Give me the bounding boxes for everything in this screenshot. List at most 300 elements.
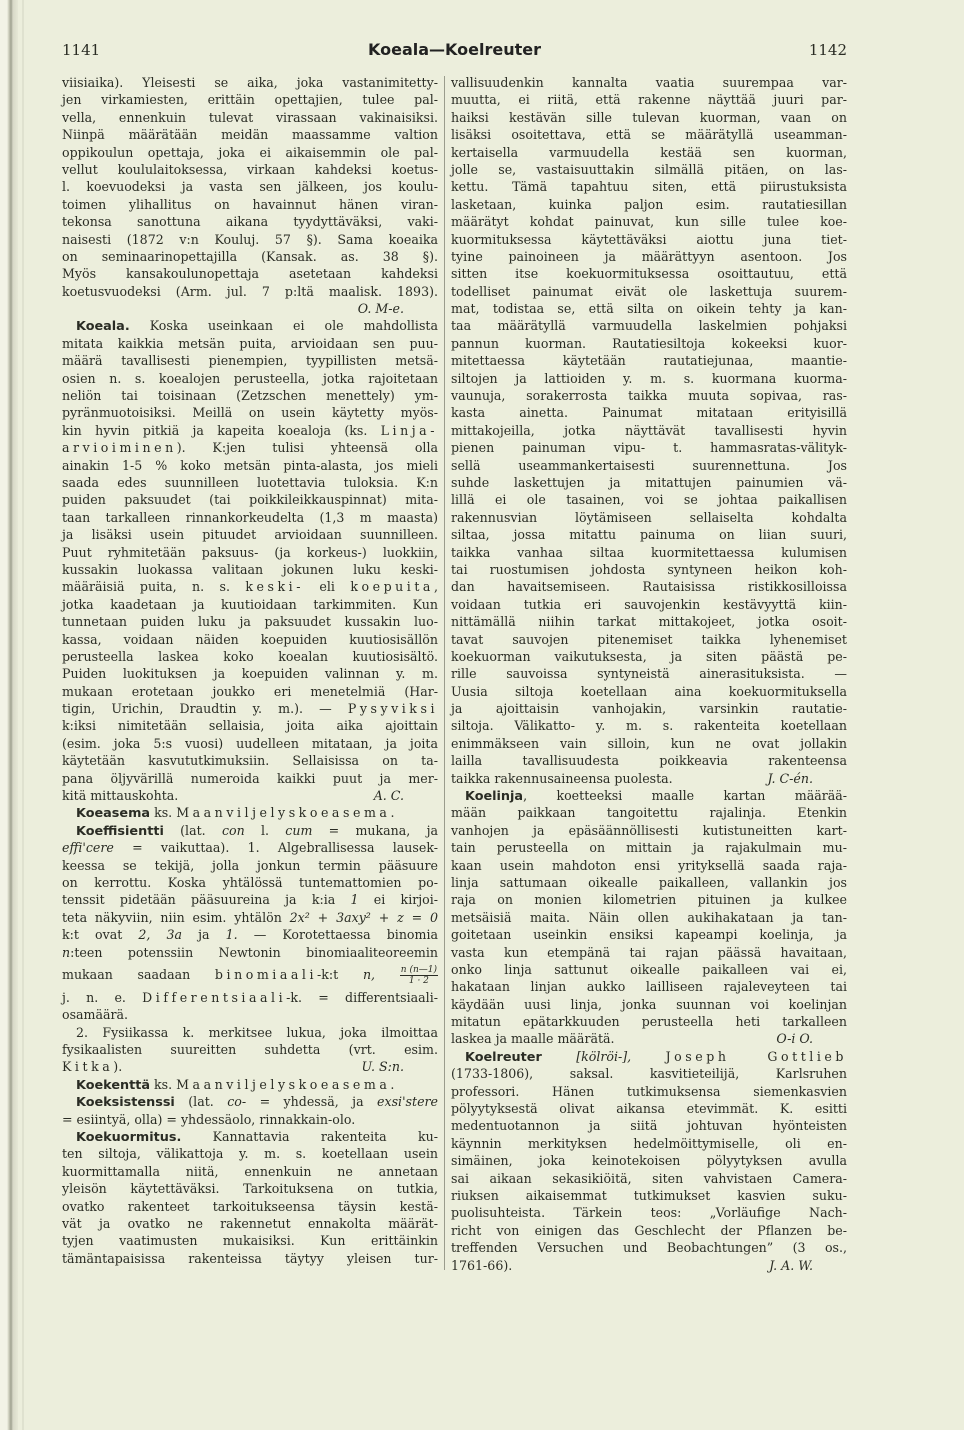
italic-text: cum [285, 822, 313, 838]
text-run: osien n. s. koealojen perusteella, jotka rajoitetaan [62, 370, 438, 386]
text-run: jotka kaadetaan ja kuutioidaan tarkimmiten. Kun [62, 596, 438, 612]
italic-text: n [62, 944, 71, 960]
text-run: teta näkyviin, niin esim. yhtälön [62, 909, 290, 925]
text-line [451, 961, 847, 978]
text-line [451, 683, 847, 700]
spaced-emphasis: Differentsiaali [142, 989, 287, 1005]
text-run: (lat. [163, 822, 222, 838]
text-run: onko linja sattunut oikealle paikalleen vai ei, [451, 961, 847, 977]
text-line [451, 909, 847, 926]
text-line [451, 404, 847, 421]
text-run: linja sattumaan oikealle paikalleen, vallankin jos [451, 874, 847, 890]
text-run: siltoja. Välikatto- y. m. s. rakenteita koetellaan [451, 718, 847, 734]
text-line [451, 352, 847, 369]
text-line [62, 989, 438, 1006]
text-run: vaunuja, sorakerrosta taikka muuta sopivaa, ras- [451, 388, 847, 404]
italic-text: 2, 3a [138, 927, 182, 943]
text-run: vellut koululaitoksessa, virkaan kahdeksi koetus- [62, 161, 438, 177]
spaced-emphasis: Joseph Gottlieb [665, 1048, 847, 1064]
text-run: kuormituksessa käytettäväksi aiottu juna tiet- [451, 231, 847, 247]
text-run: kin hyvin pitkiä ja kapeita koealoja (ks. [62, 422, 381, 438]
text-line [62, 700, 438, 717]
text-line [62, 231, 438, 248]
text-run: Myös kansakoulunopettaja asetetaan kahdeksi [62, 266, 438, 282]
text-run: treffenden Versuchen und Beobachtungen” (3 os., [451, 1240, 847, 1256]
text-line [62, 909, 438, 926]
text-run: Niinpä määrätään meidän maassamme valtion [62, 127, 438, 143]
text-line [451, 1222, 847, 1239]
italic-text: effi'cere [62, 840, 114, 856]
text-run: raja on monien kilometrien pituinen ja kulkee [451, 892, 847, 908]
italic-text: 2x² + 3axy² + z = 0 [289, 909, 438, 925]
text-run [631, 1049, 665, 1064]
text-run: sai aikaan sekasikiöitä, siten vahvistaen Camera- [451, 1170, 847, 1186]
text-line [62, 1163, 438, 1180]
text-run: mitatun epätarkkuuden perusteella heti tarkalleen [451, 1014, 847, 1030]
text-line [62, 109, 438, 126]
text-line [451, 283, 847, 300]
text-line [451, 700, 847, 717]
author-signature: A. C. [373, 788, 404, 804]
text-run: — Korotettaessa binomia [237, 927, 438, 943]
text-run: 1761-66). [451, 1257, 513, 1273]
text-run: voidaan tutkia eri sauvojenkin kestävyyttä kiin- [451, 596, 847, 612]
text-run: vasta kun etempänä tai rajan päässä havaitaan, [451, 944, 847, 960]
text-line [62, 613, 438, 630]
text-run: haiksi kestävän sille tulevan kuorman, vaan on [451, 109, 847, 125]
text-run: taikka rakennusaineensa puolesta. [451, 770, 673, 786]
text-run: simäinen, joka keinotekoisen pölyytyksen avulla [451, 1153, 847, 1169]
spaced-emphasis: keski- [245, 579, 305, 595]
text-line [62, 683, 438, 700]
text-run: hakataan linjan aukko lailliseen rajaleveyteen tai [451, 979, 847, 995]
text-run: naisesti (1872 v:n Kouluj. 57 §). Sama koeaika [62, 231, 438, 247]
text-run: sellä useammankertaisesti suurennettuna. Jos [451, 457, 847, 473]
text-line [62, 561, 438, 578]
text-run: (1733-1806), saksal. kasvitieteilijä, Karlsruhen [451, 1066, 847, 1082]
text-run: taa määrätyllä varmuudella laskelmien pohjaksi [451, 318, 847, 334]
text-run: jen virkamiesten, erittäin opettajien, tulee pal- [62, 92, 438, 108]
text-line [451, 735, 847, 752]
entry-headword: Koelinja [465, 789, 524, 805]
continued-paragraph [62, 74, 438, 317]
text-run: kitä mittauskohta. [62, 788, 179, 804]
text-run: tenssit pidetään pääsuureina ja k:ia [62, 892, 351, 908]
text-run: oppikoulun opettaja, joka ei aikaisemmin ole pal- [62, 144, 438, 160]
text-line [62, 544, 438, 561]
text-line [62, 822, 438, 839]
text-run: osamäärä. [62, 1007, 129, 1023]
text-line [451, 213, 847, 230]
text-run: ten siltoja, välikattoja y. m. s. koetellaan usein [62, 1146, 438, 1162]
text-line [451, 578, 847, 595]
text-line [451, 787, 847, 804]
text-line [62, 752, 438, 769]
text-line [62, 926, 438, 943]
text-run: ovatko rakenteet tarkoitukseensa täysin kestä- [62, 1198, 438, 1214]
text-line [451, 1100, 847, 1117]
author-signature: U. S:n. [361, 1059, 404, 1075]
text-run: käynnin merkityksen hedelmöittymiselle, oli en- [451, 1135, 847, 1151]
text-run: kaan usein mahdoton ensi yrityksellä saada raja- [451, 857, 847, 873]
text-run: yleisön käytettäväksi. Tarkoituksena on tutkia, [62, 1181, 438, 1197]
text-run: käydään uusi linja, jonka suunnan voi koelinjan [451, 996, 847, 1012]
italic-text: 1 [350, 892, 359, 908]
text-line [451, 387, 847, 404]
fraction-denominator: 1 · 2 [408, 975, 429, 986]
text-line [62, 804, 438, 821]
text-run: siltaa, jossa mitattu painuma on liian suuri, [451, 527, 847, 543]
text-run: määrätyt kohdat painuvat, kun sille tulee koe- [451, 214, 847, 230]
text-run: eli [304, 579, 351, 595]
running-header-title: Koeala—Koelreuter [367, 40, 541, 59]
italic-text: exsi'stere [377, 1094, 438, 1110]
text-line [451, 648, 847, 665]
text-run: -k:t [317, 966, 363, 982]
entry-headword: Koekuormitus. [76, 1130, 182, 1146]
spaced-emphasis: Pysyviksi [347, 701, 438, 717]
text-run: vella, ennenkuin tulevat virassaan vakinaisiksi. [62, 109, 438, 125]
text-run: ainakin 1-5 % koko metsän pinta-alasta, jos mieli [62, 457, 438, 473]
author-signature: O-i O. [776, 1031, 813, 1047]
text-run: tekonsa sanottuna aikana tyydyttäväksi, vaki- [62, 214, 438, 230]
text-line [451, 978, 847, 995]
text-line [451, 1013, 847, 1030]
text-run: laskea ja maalle määrätä. [451, 1031, 615, 1047]
italic-text: [kölröi-], [576, 1048, 632, 1064]
text-line [62, 961, 438, 989]
text-line [451, 526, 847, 543]
text-run: suhde laskettujen ja mitattujen painumien vä- [451, 474, 847, 490]
text-line [62, 283, 438, 300]
text-line [451, 1135, 847, 1152]
text-run: , [433, 579, 438, 595]
text-run: kuormittamalla niitä, ennenkuin ne annetaan [62, 1163, 438, 1179]
text-run: , koetteeksi maalle kartan määrää- [523, 788, 847, 804]
text-line [62, 248, 438, 265]
text-run: ja ajoittaisin vanhojakin, varsinkin rautatie- [451, 701, 847, 717]
text-line [451, 544, 847, 561]
text-run: -k. = differentsiaali- [286, 989, 438, 1005]
text-run: Uusia siltoja koetellaan aina koekuormituksella [451, 683, 847, 699]
text-run: toimen ylihallitus on havainnut hänen viran- [62, 196, 438, 212]
text-line [451, 422, 847, 439]
text-line [451, 926, 847, 943]
text-line [451, 1117, 847, 1134]
text-line [62, 891, 438, 908]
text-run: nittämällä niihin tarkat mittakojeet, jotka osoit- [451, 614, 847, 630]
text-line [451, 822, 847, 839]
author-signature: J. A. W. [769, 1257, 813, 1273]
text-line [451, 300, 847, 317]
text-run: on seminaarinopettajilla (Kansak. as. 38 §). [62, 248, 438, 264]
text-line [62, 422, 438, 439]
text-run: fysikaalisten suureitten suhdetta (vrt. esim. [62, 1042, 438, 1058]
italic-text: 1. [225, 927, 238, 943]
text-line [62, 839, 438, 856]
text-run: (lat. [174, 1094, 228, 1110]
text-line [62, 1024, 438, 1041]
text-line [451, 161, 847, 178]
text-line [451, 631, 847, 648]
text-column-right [451, 74, 847, 1274]
text-line [451, 857, 847, 874]
text-run: lillä ei ole tasainen, voi se johtaa paikallisen [451, 492, 847, 508]
text-run: vanhojen ja epäsäännöllisesti kutistuneitten kart- [451, 822, 847, 838]
text-line [451, 1170, 847, 1187]
text-run: pyränmuotoisiksi. Meillä on usein käytetty myös- [62, 405, 438, 421]
text-run: mat, todistaa se, että silta on oikein tehty ja kan- [451, 301, 847, 317]
text-run: koekuorman vaikutuksesta, ja siten päästä pe- [451, 648, 847, 664]
text-line [451, 265, 847, 282]
spaced-emphasis: arvioiminen [62, 440, 177, 456]
text-line [451, 457, 847, 474]
text-run: j. n. e. [62, 989, 143, 1005]
text-line [62, 509, 438, 526]
spaced-emphasis: Maanviljelyskoeasema. [176, 1076, 398, 1092]
text-run: mukaan erotetaan joukko eri menetelmiä (Har- [62, 683, 438, 699]
text-run: Koska useinkaan ei ole mahdollista [129, 318, 438, 334]
text-run: taan tarkalleen rinnankorkeudelta (1,3 m maasta) [62, 509, 438, 525]
text-line [62, 1041, 438, 1058]
text-run: vät ja ovatko ne rakennetut ennakolta määrät- [62, 1216, 438, 1231]
text-line [451, 891, 847, 908]
text-run: mään paikkaan tangoitettu rajalinja. Etenkin [451, 805, 847, 821]
text-run: :teen potenssiin Newtonin binomiaaliteoreemin [70, 944, 438, 960]
text-line [62, 352, 438, 369]
text-line [451, 770, 847, 787]
text-line [451, 509, 847, 526]
text-run: = mukana, ja [312, 822, 438, 838]
text-run: kassa, voidaan näiden koepuiden kuutiosisällön [62, 631, 438, 647]
text-line [451, 474, 847, 491]
text-line [62, 857, 438, 874]
text-run: lasketaan, kuinka paljon esim. rautatiesillan [451, 196, 847, 212]
text-run: tämäntapaisissa rakenteissa täytyy yleisen tur- [62, 1250, 438, 1266]
text-run: todelliset painumat eivät ole laskettuja suurem- [451, 283, 847, 299]
text-run: rakennusvian löytämiseen sellaiselta kohdalta [451, 509, 847, 525]
text-line [62, 404, 438, 421]
text-line [62, 213, 438, 230]
text-line [451, 491, 847, 508]
text-line [451, 874, 847, 891]
text-run: ja [182, 927, 226, 943]
entry-paragraph [451, 787, 847, 1048]
text-line [62, 91, 438, 108]
text-line [62, 474, 438, 491]
text-line [62, 944, 438, 961]
text-line [451, 126, 847, 143]
italic-text: co- [227, 1094, 247, 1110]
text-line [451, 317, 847, 334]
entry-headword: Koeala. [76, 319, 130, 335]
text-line [62, 578, 438, 595]
italic-text: con [221, 822, 245, 838]
entry-paragraph [62, 1093, 438, 1128]
text-line [451, 717, 847, 734]
text-run: ). K:jen tulisi yhteensä olla [176, 440, 438, 456]
column-divider [444, 76, 445, 1270]
text-run: jolle se, vastaisuuttakin silmällä pitäen, on las- [451, 161, 847, 177]
text-run: tain perusteella on mittain ja rajakulmain mu- [451, 840, 847, 856]
text-run: viisiaika). Yleisesti se aika, joka vastanimitetty- [62, 75, 438, 90]
text-line [62, 370, 438, 387]
text-line [451, 144, 847, 161]
text-run: neliön tai toisinaan (Zetzschen menettely) ym- [62, 388, 438, 404]
text-run: pana öljyvärillä numeroida kaikki puut ja mer- [62, 770, 438, 786]
text-line [62, 1198, 438, 1215]
text-run: kettu. Tämä tapahtuu siten, että piirustuksista [451, 179, 847, 195]
text-line [62, 596, 438, 613]
text-line [62, 126, 438, 143]
text-run: l. koevuodeksi ja vasta sen jälkeen, jos koulu- [62, 179, 438, 195]
entry-headword: Koekenttä [76, 1077, 150, 1093]
text-line [451, 231, 847, 248]
text-line [62, 1250, 438, 1267]
entry-headword: Koeffisientti [76, 823, 164, 839]
text-line [62, 1145, 438, 1162]
text-line [451, 839, 847, 856]
text-line [62, 74, 438, 91]
text-line [62, 178, 438, 195]
text-line [62, 1111, 438, 1128]
spaced-emphasis: Kitka [62, 1059, 114, 1075]
text-line [451, 370, 847, 387]
text-run: kasta ainetta. Painumat mitataan erityisillä [451, 405, 847, 421]
entry-paragraph [451, 1048, 847, 1274]
text-line [451, 109, 847, 126]
text-run: mukaan saadaan [62, 966, 215, 982]
text-line [62, 317, 438, 334]
text-line [451, 1065, 847, 1082]
text-run: tigin, Urichin, Draudtin y. m.). — [62, 701, 348, 717]
text-line [62, 1215, 438, 1232]
text-run: tyjen vaatimusten mukaisiksi. Kun erittäinkin [62, 1233, 438, 1249]
entry-paragraph [62, 822, 438, 1024]
text-line [62, 665, 438, 682]
text-run: mitettaessa käytetään rautatiejunaa, maantie- [451, 353, 847, 369]
text-line [62, 300, 438, 317]
book-binding-edge [0, 0, 18, 1430]
text-line [62, 631, 438, 648]
text-run: Kannattavia rakenteita ku- [181, 1129, 438, 1145]
text-run: ks. [150, 805, 177, 821]
text-line [62, 1180, 438, 1197]
page-number-left: 1141 [62, 41, 101, 59]
text-run: (esim. joka 5:s vuosi) uudelleen mitataan, ja joita [62, 735, 438, 751]
spaced-emphasis: Maanviljelyskoeasema. [176, 805, 398, 821]
text-line [62, 717, 438, 734]
text-run: Puut ryhmitetään paksuus- (ja korkeus-) luokkiin, [62, 544, 438, 560]
text-run: puolisuhteista. Tärkein teos: „Vorläufige Nach- [451, 1205, 847, 1221]
text-line [62, 526, 438, 543]
entry-headword: Koeasema [76, 806, 151, 822]
text-line [451, 1030, 847, 1047]
text-line [451, 1048, 847, 1065]
text-run: muutta, ei riitä, että rakenne näyttää juuri par- [451, 92, 847, 108]
text-run: pannun kuorman. Rautatiesiltoja kokeeksi kuor- [451, 335, 847, 351]
text-run: enimmäkseen vain silloin, kun ne ovat jollakin [451, 735, 847, 751]
text-run: riuksen aikaisemmat tutkimukset kasvien suku- [451, 1188, 847, 1203]
text-run: rille sauvoissa syntyneistä ainerasituksista. — [451, 666, 847, 682]
text-line [451, 596, 847, 613]
text-line [62, 161, 438, 178]
text-line [62, 1232, 438, 1249]
text-line [62, 491, 438, 508]
spaced-emphasis: koepuita [350, 579, 434, 595]
text-run: pölyytyksestä olivat aikansa etevimmät. K. esitti [451, 1101, 847, 1117]
text-run: taikka vanhaa siltaa kuormitettaessa kulumisen [451, 544, 847, 560]
text-line [62, 1093, 438, 1110]
text-run: l. [244, 822, 286, 838]
text-run: richt von einigen das Geschlecht der Pflanzen be- [451, 1222, 847, 1238]
text-run: dan havaitsemiseen. Rautaisissa ristikkosilloissa [451, 579, 847, 595]
text-run: tai ruostumisen johdosta syntyneen heikon koh- [451, 561, 847, 577]
text-run: saada edes suunnilleen luotettavia tuloksia. K:n [62, 474, 438, 490]
text-line [62, 1058, 438, 1075]
entry-paragraph [62, 1024, 438, 1076]
text-line [62, 387, 438, 404]
text-run: keessa se tekijä, jolla jonkun termin pääsuure [62, 857, 438, 873]
text-line [451, 1204, 847, 1221]
text-line [62, 457, 438, 474]
text-line [451, 804, 847, 821]
text-line [451, 1257, 847, 1274]
text-run: ei kirjoi- [358, 892, 439, 908]
text-line [451, 1239, 847, 1256]
entry-paragraph [62, 317, 438, 804]
page-edge-line [22, 0, 24, 1430]
text-run: perusteella laskea koko koealan kuutiosisältö. [62, 648, 438, 664]
text-line [62, 874, 438, 891]
text-run: tyine painoineen ja määrättyyn asentoon. Jos [451, 248, 847, 264]
text-line [62, 787, 438, 804]
text-run: tavat sauvojen pitenemiset taikka lyhenemiset [451, 631, 847, 647]
text-line [62, 648, 438, 665]
text-line [62, 770, 438, 787]
entry-paragraph [62, 1128, 438, 1267]
text-run: = vaikuttaa). 1. Algebrallisessa lausek- [113, 840, 438, 856]
text-line [451, 335, 847, 352]
text-run: metsäisiä maita. Näin ollen aukihakataan ja tan- [451, 909, 847, 925]
text-line [451, 1187, 847, 1204]
text-line [451, 944, 847, 961]
text-line [451, 613, 847, 630]
text-run: lisäksi osoitettava, että se määrätyllä useamman- [451, 127, 847, 143]
text-run: määrä tavallisesti pienempien, tyypillisten metsä- [62, 353, 438, 369]
text-run: mitata kaikkia metsän puita, arvioidaan sen puu- [62, 335, 438, 351]
text-run: puiden paksuudet (tai poikkileikkauspinnat) mita- [62, 492, 438, 508]
text-line [62, 144, 438, 161]
text-line [451, 196, 847, 213]
entry-headword: Koeksistenssi [76, 1095, 175, 1111]
spaced-emphasis: Linja- [380, 422, 438, 438]
text-line [62, 196, 438, 213]
entry-headword: Koelreuter [465, 1049, 542, 1065]
text-run: = esiintyä, olla) = yhdessäolo, rinnakkain-olo. [62, 1111, 356, 1127]
text-run: pienen painuman vipu- t. hammasratas-välityk- [451, 440, 847, 456]
text-run: ks. [150, 1076, 177, 1092]
text-line [62, 439, 438, 456]
continued-paragraph [451, 74, 847, 787]
fraction-numerator: n (n—1) [400, 964, 437, 975]
text-line [451, 248, 847, 265]
text-column-left [62, 74, 438, 1267]
entry-paragraph [62, 804, 438, 821]
text-run: ja lisäksi usein pituudet arvioidaan suunnilleen. [62, 527, 438, 543]
text-line [451, 996, 847, 1013]
text-run: lailla tavallisuudesta poikkeavia rakenteensa [451, 753, 847, 769]
